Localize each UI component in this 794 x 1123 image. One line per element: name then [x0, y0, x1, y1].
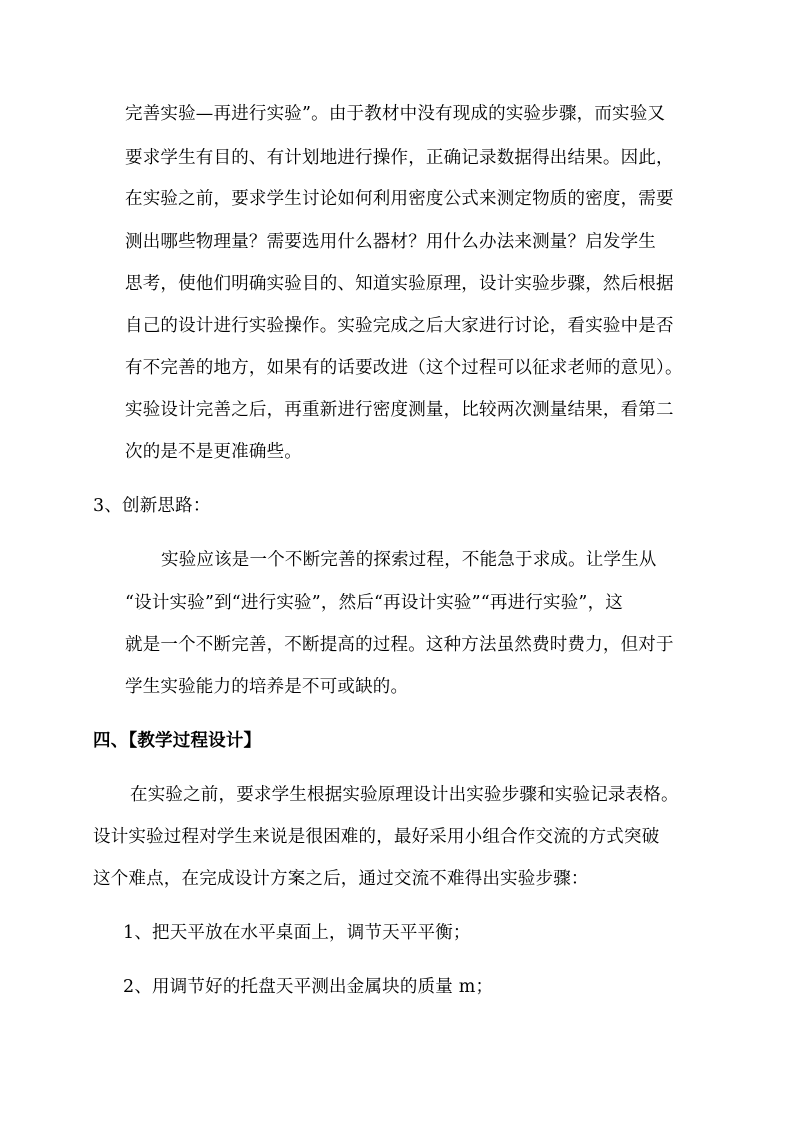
paragraph-line: 测出哪些物理量？需要选用什么器材？用什么办法来测量？启发学生: [125, 232, 656, 252]
paragraph-line: 次的是不是更准确些。: [125, 442, 302, 462]
section-3-title: 3、创新思路：: [93, 496, 211, 516]
paragraph-line: 学生实验能力的培养是不可或缺的。: [125, 677, 409, 697]
paragraph-line: 要求学生有目的、有计划地进行操作，正确记录数据得出结果。因此，: [125, 148, 674, 168]
paragraph-line: 有不完善的地方，如果有的话要改进（这个过程可以征求老师的意见）。: [125, 358, 683, 378]
paragraph-line: 思考，使他们明确实验目的、知道实验原理，设计实验步骤，然后根据: [125, 274, 674, 294]
paragraph-line: 就是一个不断完善，不断提高的过程。这种方法虽然费时费力，但对于: [125, 635, 674, 655]
paragraph-line: 完善实验—再进行实验”。由于教材中没有现成的实验步骤，而实验又: [125, 104, 666, 124]
paragraph-line: 实验应该是一个不断完善的探索过程，不能急于求成。让学生从: [161, 550, 657, 570]
step-item: 2、用调节好的托盘天平测出金属块的质量 m；: [123, 977, 494, 997]
section-4-title: 四、【教学过程设计】: [93, 731, 262, 751]
step-item: 1、把天平放在水平桌面上，调节天平平衡；: [123, 923, 471, 943]
paragraph-line: “设计实验”到“进行实验”，然后“再设计实验”“再进行实验”，这: [125, 593, 623, 613]
paragraph-line: 在实验之前，要求学生根据实验原理设计出实验步骤和实验记录表格。: [130, 785, 679, 805]
paragraph-line: 这个难点，在完成设计方案之后，通过交流不难得出实验步骤：: [93, 869, 589, 889]
paragraph-line: 在实验之前，要求学生讨论如何利用密度公式来测定物质的密度，需要: [125, 189, 674, 209]
paragraph-line: 实验设计完善之后，再重新进行密度测量，比较两次测量结果，看第二: [125, 400, 674, 420]
paragraph-line: 设计实验过程对学生来说是很困难的，最好采用小组合作交流的方式突破: [93, 827, 660, 847]
paragraph-line: 自己的设计进行实验操作。实验完成之后大家进行讨论，看实验中是否: [125, 316, 674, 336]
